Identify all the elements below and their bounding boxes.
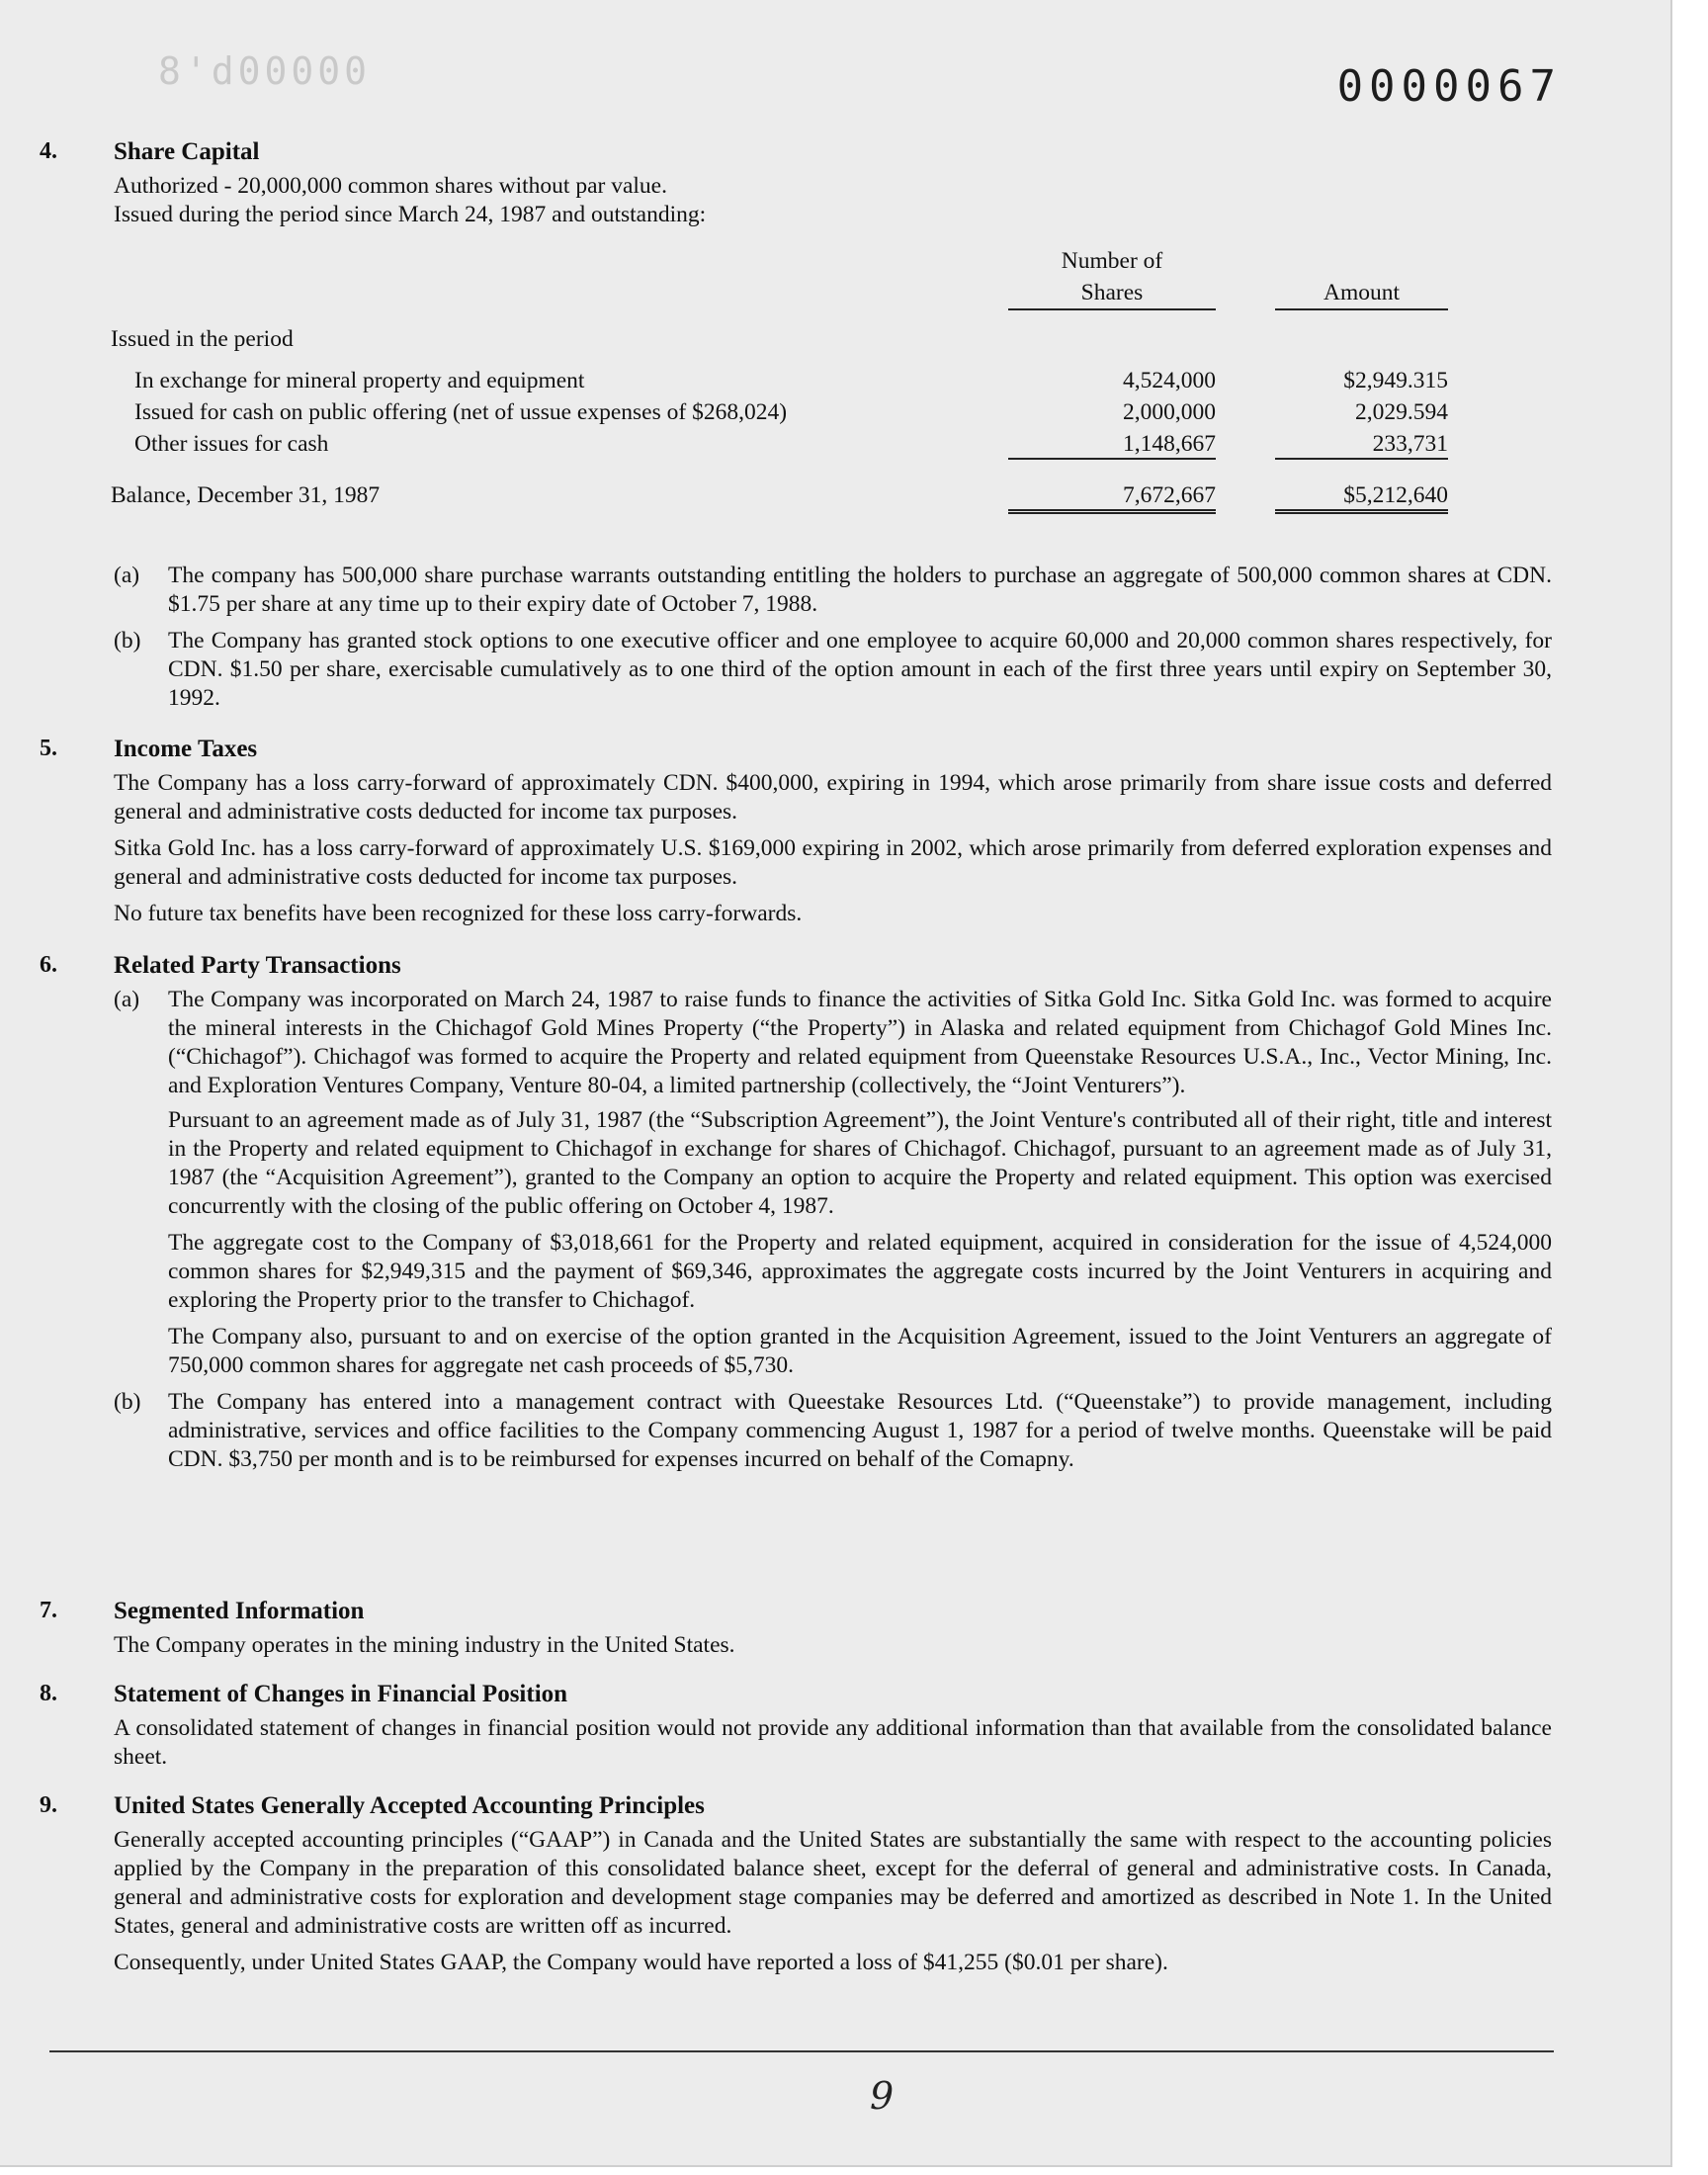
column-header-shares-line2: Shares xyxy=(1080,280,1144,305)
section-number: 9. xyxy=(40,1792,57,1818)
total-shares: 7,672,667 xyxy=(1008,482,1216,514)
note-label: (b) xyxy=(114,628,141,653)
section-number: 8. xyxy=(40,1681,57,1706)
note-label: (a) xyxy=(114,563,140,588)
note-label: (a) xyxy=(114,987,140,1012)
total-label: Balance, December 31, 1987 xyxy=(111,482,381,508)
section-number: 5. xyxy=(40,736,57,761)
section-title: United States Generally Accepted Accounting Principles xyxy=(114,1792,705,1819)
group-label: Issued in the period xyxy=(111,326,294,352)
section-number: 7. xyxy=(40,1598,57,1623)
row-amount: 233,731 xyxy=(1275,431,1448,460)
row-amount: $2,949.315 xyxy=(1343,368,1448,393)
section-related-party xyxy=(40,952,1552,1482)
section-title: Related Party Transactions xyxy=(114,952,401,979)
note-text: The Company was incorporated on March 24, 1987 to raise funds to finance the activities of Sitka Gold Inc. Sitka Gold Inc. was formed to acquire the mineral interests in the Chichagof Gold Mines Property (“the Property”) in Alaska and related equipment from Chichagof Gold Mines Inc. (“Chichagof”). Chichagof was formed to acquire the Property and related equipment from Queenstake Resources U.S.A., Inc., Vector Mining, Inc. and Exploration Ventures Company, Venture 80-04, a limited partnership (collectively, the “Joint Venturers”). xyxy=(168,987,1552,1098)
row-shares: 1,148,667 xyxy=(1008,431,1216,460)
section-title: Segmented Information xyxy=(114,1598,365,1624)
row-label: In exchange for mineral property and equipment xyxy=(134,368,585,393)
footer-divider xyxy=(49,2050,1554,2052)
note-subparagraph: The aggregate cost to the Company of $3,018,661 for the Property and related equipment, acquired in consideration for the issue of 4,524,000 common shares for $2,949,315 and the payment of $69,346, approximates the aggregate costs incurred by the Joint Venturers in acquiring and exploring the Property prior to the transfer to Chichagof. xyxy=(168,1230,1552,1313)
page-number: 9 xyxy=(870,2074,895,2118)
paragraph: Generally accepted accounting principles (“GAAP”) in Canada and the United States are substantially the same with respect to the accounting policies applied by the Company in the preparation of this consolidated balance sheet, except for the deferral of general and administrative costs. In Canada, general and administrative costs for exploration and development stage companies may be deferred and amortized as described in Note 1. In the United States, general and administrative costs are written off as incurred. xyxy=(114,1827,1552,1939)
document-number-stamp: 0000067 xyxy=(1336,61,1562,112)
paragraph: A consolidated statement of changes in financial position would not provide any additional information than that available from the consolidated balance sheet. xyxy=(114,1715,1552,1770)
paragraph: No future tax benefits have been recognized for these loss carry-forwards. xyxy=(114,901,803,926)
row-amount: 2,029.594 xyxy=(1355,399,1448,425)
paragraph: The Company operates in the mining industry in the United States. xyxy=(114,1632,735,1658)
section-title: Income Taxes xyxy=(114,736,258,762)
section-statement-of-changes xyxy=(40,1681,1552,1780)
note-label: (b) xyxy=(114,1389,141,1415)
note-item xyxy=(114,986,1552,1380)
authorized-text: Authorized - 20,000,000 common shares without par value. xyxy=(114,173,667,199)
section-number: 4. xyxy=(40,138,57,164)
section-share-capital xyxy=(40,138,1552,237)
section-title: Statement of Changes in Financial Position xyxy=(114,1681,568,1707)
issued-text: Issued during the period since March 24, 1987 and outstanding: xyxy=(114,202,707,227)
section-income-taxes xyxy=(40,736,1552,936)
note-text: The company has 500,000 share purchase warrants outstanding entitling the holders to purchase an aggregate of 500,000 common shares at CDN. $1.75 per share at any time up to their expiry date of October 7, 1988. xyxy=(168,563,1552,617)
paragraph: Sitka Gold Inc. has a loss carry-forward of approximately U.S. $169,000 expiring in 2002, which arose primarily from deferred exploration expenses and general and administrative costs deducted for income tax purposes. xyxy=(114,835,1552,890)
column-header-shares-line1: Number of xyxy=(1061,248,1163,274)
note-text: The Company has granted stock options to one executive officer and one employee to acquire 60,000 and 20,000 common shares respectively, for CDN. $1.50 per share, exercisable cumulatively as to one third of the option amount in each of the first three years until expiry on September 30, 1992. xyxy=(168,628,1552,711)
section-segmented-information xyxy=(40,1598,1552,1668)
note-item xyxy=(114,562,1552,619)
column-header-amount: Amount xyxy=(1275,277,1448,310)
note-subparagraph: Pursuant to an agreement made as of July 31, 1987 (the “Subscription Agreement”), the Joint Venture's contributed all of their right, title and interest in the Property and related equipment to Chichagof in exchange for shares of Chichagof. Chichagof, pursuant to an agreement made as of July 31, 1987 (the “Acquisition Agreement”), granted to the Company an option to acquire the Property and related equipment. This option was exercised concurrently with the closing of the public offering on October 4, 1987. xyxy=(168,1107,1552,1219)
column-header-shares xyxy=(1008,245,1216,310)
section-number: 6. xyxy=(40,952,57,978)
faint-stamp: 8'd00000 xyxy=(158,49,372,93)
total-amount: $5,212,640 xyxy=(1275,482,1448,514)
row-shares: 4,524,000 xyxy=(1123,368,1216,393)
row-shares: 2,000,000 xyxy=(1123,399,1216,425)
note-subparagraph: The Company also, pursuant to and on exercise of the option granted in the Acquisition Agreement, issued to the Joint Venturers an aggregate of 750,000 common shares for aggregate net cash proceeds of $5,730. xyxy=(168,1324,1552,1378)
note-item xyxy=(114,627,1552,713)
note-item xyxy=(114,1388,1552,1474)
paragraph: The Company has a loss carry-forward of approximately CDN. $400,000, expiring in 1994, which arose primarily from share issue costs and deferred general and administrative costs deducted for income tax purposes. xyxy=(114,770,1552,825)
row-label: Other issues for cash xyxy=(134,431,329,457)
section-us-gaap xyxy=(40,1792,1552,1985)
share-capital-notes xyxy=(40,562,1552,721)
row-label: Issued for cash on public offering (net of ussue expenses of $268,024) xyxy=(134,399,788,425)
note-text: The Company has entered into a management contract with Queestake Resources Ltd. (“Queenstake”) to provide management, including administrative, services and office facilities to the Company commencing August 1, 1987 for a period of twelve months. Queenstake will be paid CDN. $3,750 per month and is to be reimbursed for expenses incurred on behalf of the Comapny. xyxy=(168,1389,1552,1472)
paragraph: Consequently, under United States GAAP, the Company would have reported a loss of $41,255 ($0.01 per share). xyxy=(114,1950,1168,1975)
section-title: Share Capital xyxy=(114,138,260,165)
